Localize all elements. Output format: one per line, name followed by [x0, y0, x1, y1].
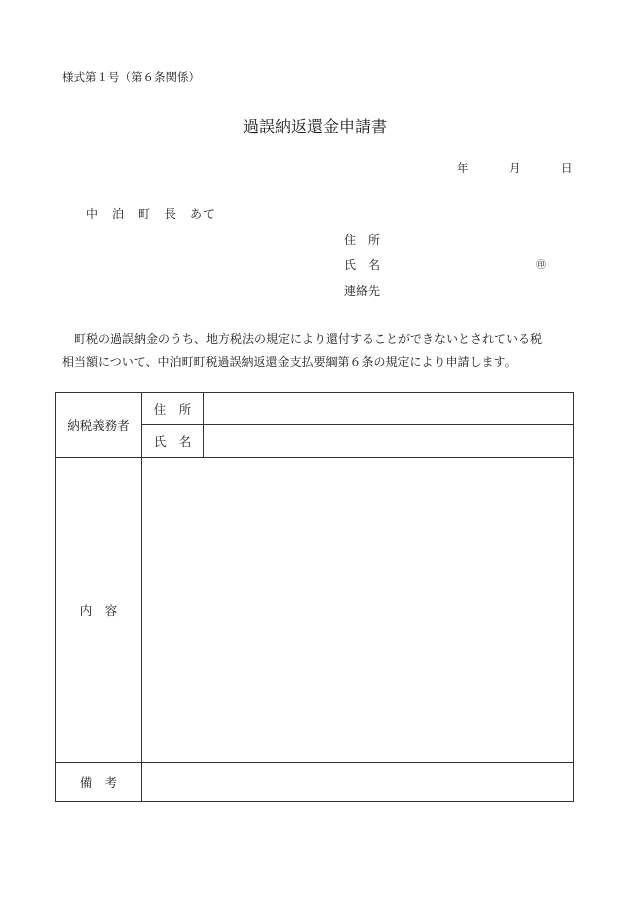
- applicant-name-label: 氏 名: [344, 258, 381, 272]
- date-day-label: 日: [561, 161, 573, 175]
- application-form-table: [55, 392, 574, 802]
- date-month-label: 月: [509, 161, 521, 175]
- taxpayer-address-field[interactable]: [204, 393, 574, 425]
- taxpayer-name-label: 氏 名: [142, 425, 204, 458]
- content-label: 内 容: [56, 458, 142, 763]
- taxpayer-address-label: 住 所: [142, 393, 204, 425]
- seal-mark: ㊞: [536, 260, 546, 271]
- remarks-field[interactable]: [142, 763, 574, 802]
- body-text-line-1: 町税の過誤納金のうち、地方税法の規定により還付することができないとされている税: [74, 332, 543, 346]
- addressee: 中 泊 町 長 あて: [86, 207, 217, 221]
- remarks-label: 備 考: [56, 763, 142, 802]
- taxpayer-label: 納税義務者: [56, 393, 142, 458]
- applicant-contact-label: 連絡先: [344, 284, 381, 298]
- taxpayer-name-field[interactable]: [204, 425, 574, 458]
- document-title: 過誤納返還金申請書: [242, 117, 387, 136]
- applicant-address-label: 住 所: [344, 233, 381, 247]
- date-year-label: 年: [457, 161, 469, 175]
- form-number: 様式第１号（第６条関係）: [62, 70, 200, 84]
- body-text-line-2: 相当額について、中泊町町税過誤納返還金支払要綱第６条の規定により申請します。: [62, 355, 517, 369]
- content-field[interactable]: [142, 458, 574, 763]
